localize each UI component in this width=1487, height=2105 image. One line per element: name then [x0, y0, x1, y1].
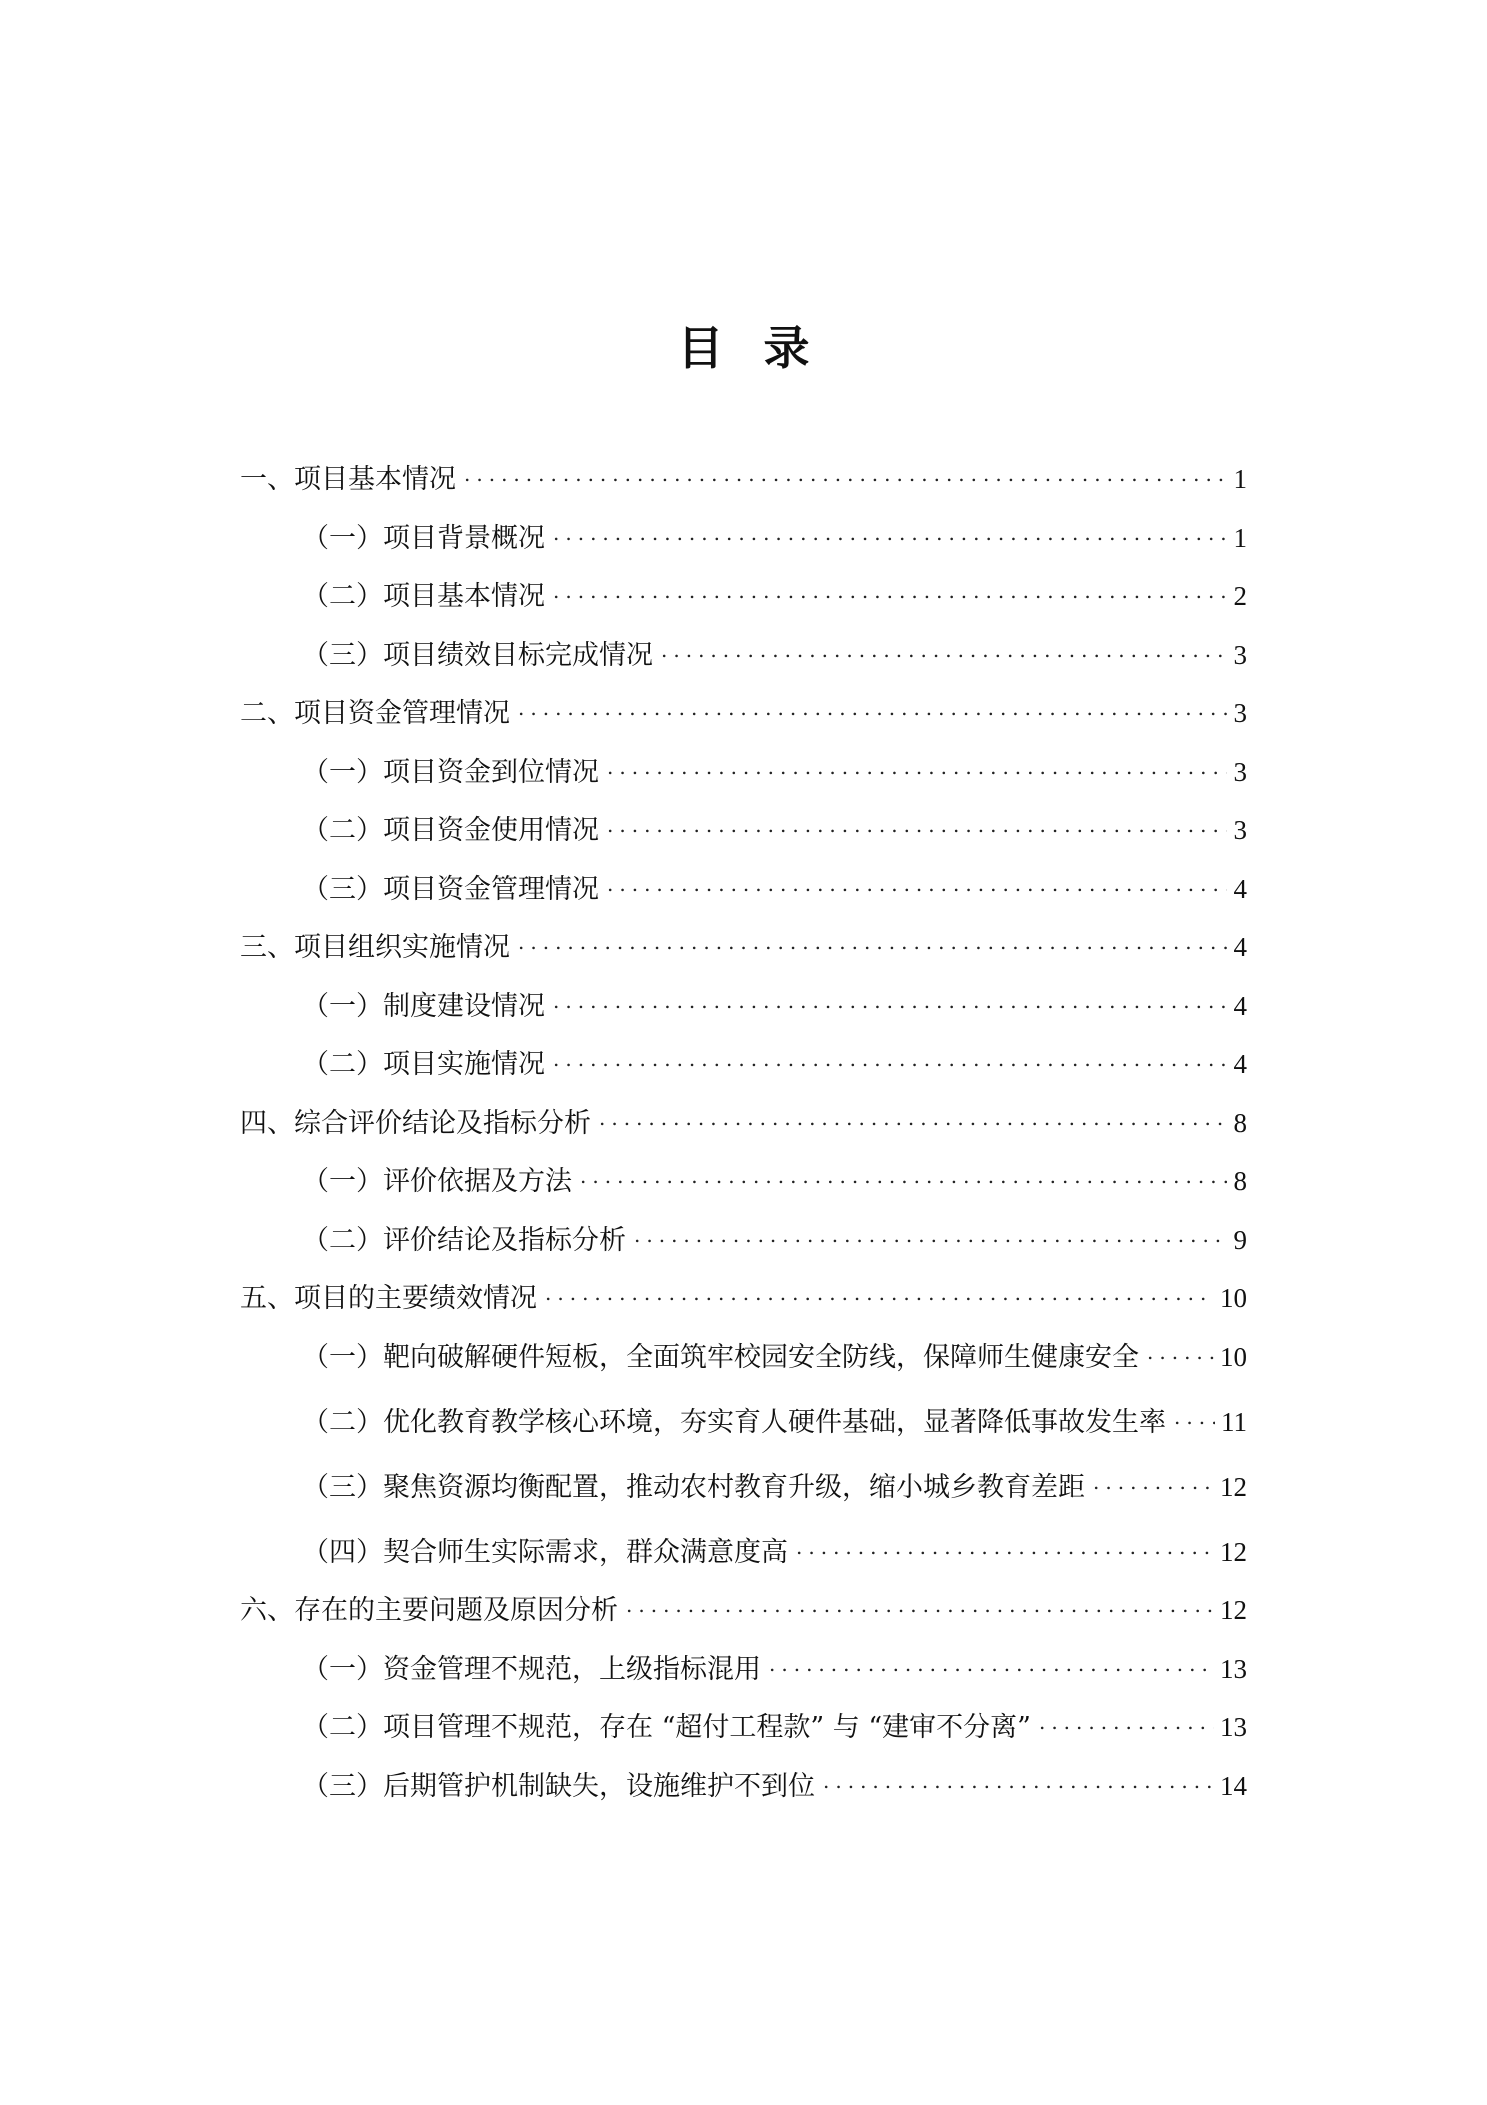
toc-page-number: 10 — [1220, 1283, 1247, 1313]
toc-entry[interactable] — [240, 1523, 1247, 1582]
toc-dot-leader — [553, 509, 1227, 547]
toc-entry[interactable] — [240, 684, 1247, 743]
toc-dot-leader — [1093, 1458, 1214, 1496]
toc-dot-leader — [626, 1581, 1214, 1619]
toc-dot-leader — [769, 1640, 1214, 1678]
toc-dot-leader — [553, 977, 1227, 1015]
toc-page-number: 3 — [1233, 815, 1247, 845]
toc-page-number: 8 — [1233, 1107, 1247, 1138]
toc-dot-leader — [553, 1035, 1227, 1073]
toc-entry[interactable] — [240, 1269, 1247, 1328]
toc-entry-label: 一、项目基本情况 — [240, 464, 456, 495]
toc-dot-leader — [607, 860, 1227, 898]
toc-entry[interactable] — [240, 567, 1247, 626]
toc-entry-label: （二）项目基本情况 — [302, 581, 545, 612]
toc-entry[interactable] — [240, 1211, 1247, 1270]
toc-entry[interactable] — [240, 743, 1247, 802]
toc-dot-leader — [464, 450, 1227, 488]
toc-page-number: 3 — [1233, 639, 1247, 670]
toc-page-number: 13 — [1220, 1653, 1247, 1684]
toc-entry-label: （二）项目管理不规范，存在 “超付工程款” 与 “建审不分离” — [302, 1712, 1031, 1743]
toc-dot-leader — [553, 567, 1227, 605]
toc-entry-label: 五、项目的主要绩效情况 — [240, 1283, 537, 1314]
toc-page-number: 12 — [1220, 1471, 1247, 1502]
toc-entry-label: （二）优化教育教学核心环境，夯实育人硬件基础，显著降低事故发生率 — [302, 1406, 1166, 1438]
toc-dot-leader — [661, 626, 1227, 664]
toc-page-number: 8 — [1233, 1166, 1247, 1196]
toc-entry-label: 三、项目组织实施情况 — [240, 932, 510, 963]
toc-entry-label: （一）制度建设情况 — [302, 990, 545, 1022]
toc-dot-leader — [607, 743, 1227, 781]
toc-entry-label: （一）靶向破解硬件短板，全面筑牢校园安全防线，保障师生健康安全 — [302, 1341, 1139, 1373]
toc-dot-leader — [607, 801, 1227, 839]
toc-page-number: 9 — [1233, 1224, 1247, 1255]
toc-entry-label: 二、项目资金管理情况 — [240, 698, 510, 729]
toc-dot-leader — [518, 684, 1227, 722]
toc-entry-label: （一）项目资金到位情况 — [302, 756, 599, 788]
toc-dot-leader — [634, 1211, 1227, 1249]
toc-dot-leader — [1174, 1393, 1215, 1431]
toc-entry-label: （三）项目绩效目标完成情况 — [302, 639, 653, 671]
toc-entry-label: （四）契合师生实际需求，群众满意度高 — [302, 1536, 788, 1568]
toc-entry[interactable] — [240, 450, 1247, 509]
toc-entry[interactable] — [240, 509, 1247, 568]
toc-page-number: 1 — [1233, 464, 1247, 494]
toc-entry-label: （二）项目资金使用情况 — [302, 815, 599, 846]
toc-page-number: 1 — [1233, 522, 1247, 553]
toc-page-number: 4 — [1233, 873, 1247, 904]
toc-entry-label: （三）项目资金管理情况 — [302, 873, 599, 905]
toc-entry[interactable] — [240, 977, 1247, 1036]
toc-page-number: 4 — [1233, 1049, 1247, 1079]
toc-entry[interactable] — [240, 626, 1247, 685]
toc-dot-leader — [518, 918, 1227, 956]
toc-dot-leader — [796, 1523, 1214, 1561]
toc-entry-label: （一）资金管理不规范，上级指标混用 — [302, 1653, 761, 1685]
toc-entry-label: 六、存在的主要问题及原因分析 — [240, 1595, 618, 1626]
toc-dot-leader — [599, 1094, 1227, 1132]
toc-entry-label: （一）项目背景概况 — [302, 522, 545, 554]
toc-entry[interactable] — [240, 860, 1247, 919]
toc-page-number: 12 — [1220, 1595, 1247, 1625]
toc-list — [240, 450, 1247, 1815]
toc-dot-leader — [823, 1757, 1214, 1795]
toc-entry-label: （三）后期管护机制缺失，设施维护不到位 — [302, 1770, 815, 1802]
toc-dot-leader — [580, 1152, 1227, 1190]
toc-entry[interactable] — [240, 801, 1247, 860]
toc-dot-leader — [545, 1269, 1214, 1307]
toc-dot-leader — [1147, 1328, 1214, 1366]
toc-page-number: 2 — [1233, 581, 1247, 611]
toc-entry-label: （一）评价依据及方法 — [302, 1166, 572, 1197]
toc-entry-label: （三）聚焦资源均衡配置，推动农村教育升级，缩小城乡教育差距 — [302, 1471, 1085, 1503]
toc-entry[interactable] — [240, 1581, 1247, 1640]
toc-entry[interactable] — [240, 1094, 1247, 1153]
toc-entry-label: （二）评价结论及指标分析 — [302, 1224, 626, 1256]
toc-entry-label: 四、综合评价结论及指标分析 — [240, 1107, 591, 1139]
toc-entry[interactable] — [240, 1393, 1247, 1458]
toc-page-number: 13 — [1220, 1712, 1247, 1742]
toc-entry[interactable] — [240, 1035, 1247, 1094]
toc-entry[interactable] — [240, 1640, 1247, 1699]
toc-title: 目录 — [677, 321, 850, 375]
toc-entry-label: （二）项目实施情况 — [302, 1049, 545, 1080]
toc-entry[interactable] — [240, 1152, 1247, 1211]
toc-dot-leader — [1039, 1698, 1214, 1736]
toc-page-number: 14 — [1220, 1770, 1247, 1801]
toc-page-number: 12 — [1220, 1536, 1247, 1567]
toc-page-number: 11 — [1221, 1406, 1247, 1437]
toc-entry[interactable] — [240, 1757, 1247, 1816]
toc-page-number: 4 — [1233, 990, 1247, 1021]
toc-entry[interactable] — [240, 1458, 1247, 1523]
toc-page-number: 10 — [1220, 1341, 1247, 1372]
toc-page-number: 4 — [1233, 932, 1247, 962]
toc-entry[interactable] — [240, 1698, 1247, 1757]
toc-page-number: 3 — [1233, 756, 1247, 787]
toc-entry[interactable] — [240, 918, 1247, 977]
toc-page-number: 3 — [1233, 698, 1247, 728]
toc-entry[interactable] — [240, 1328, 1247, 1393]
